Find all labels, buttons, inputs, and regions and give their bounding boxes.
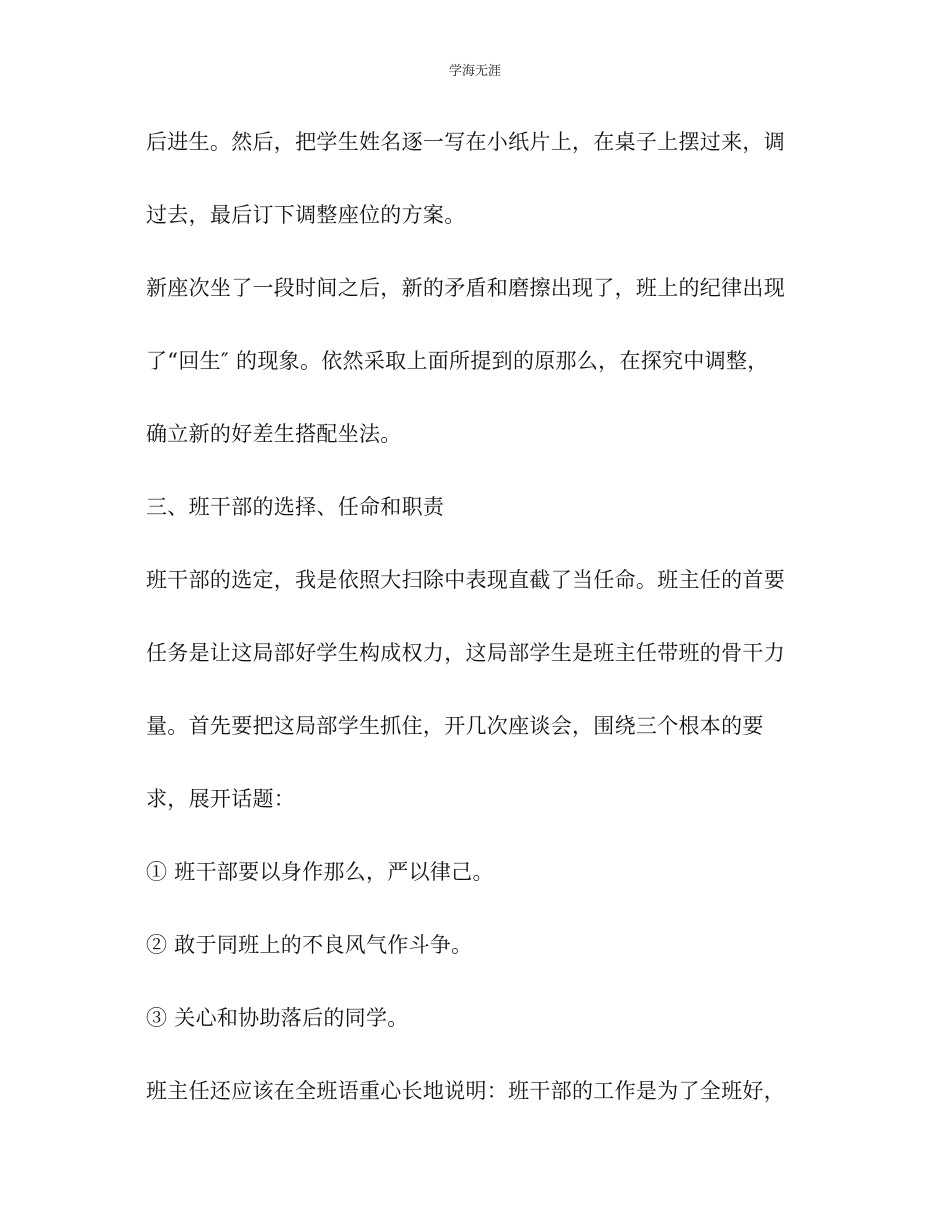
- body-line-5: 确立新的好差生搭配坐法。: [146, 422, 402, 446]
- body-line-10: 求，展开话题：: [146, 787, 296, 811]
- list-item-3: ③ 关心和协助落后的同学。: [146, 1006, 409, 1030]
- body-line-14: 班主任还应该在全班语重心长地说明：班干部的工作是为了全班好，: [146, 1079, 785, 1103]
- body-line-8: 任务是让这局部好学生构成权力，这局部学生是班主任带班的骨干力: [146, 641, 785, 665]
- body-line-9: 量。首先要把这局部学生抓住，开几次座谈会，围绕三个根本的要: [146, 714, 764, 738]
- body-line-4: 了“回生″ 的现象。依然采取上面所提到的原那么，在探究中调整，: [146, 349, 769, 373]
- body-line-1: 后进生。然后，把学生姓名逐一写在小纸片上，在桌子上摆过来，调: [146, 130, 785, 154]
- list-item-1: ① 班干部要以身作那么，严以律己。: [146, 860, 494, 884]
- body-line-2: 过去，最后订下调整座位的方案。: [146, 203, 466, 227]
- page-header: 学海无涯: [448, 64, 501, 79]
- body-line-7: 班干部的选定，我是依照大扫除中表现直截了当任命。班主任的首要: [146, 568, 785, 592]
- section-heading: 三、班干部的选择、任命和职责: [146, 495, 445, 519]
- body-line-3: 新座次坐了一段时间之后，新的矛盾和磨擦出现了，班上的纪律出现: [146, 276, 785, 300]
- list-item-2: ② 敢于同班上的不良风气作斗争。: [146, 933, 473, 957]
